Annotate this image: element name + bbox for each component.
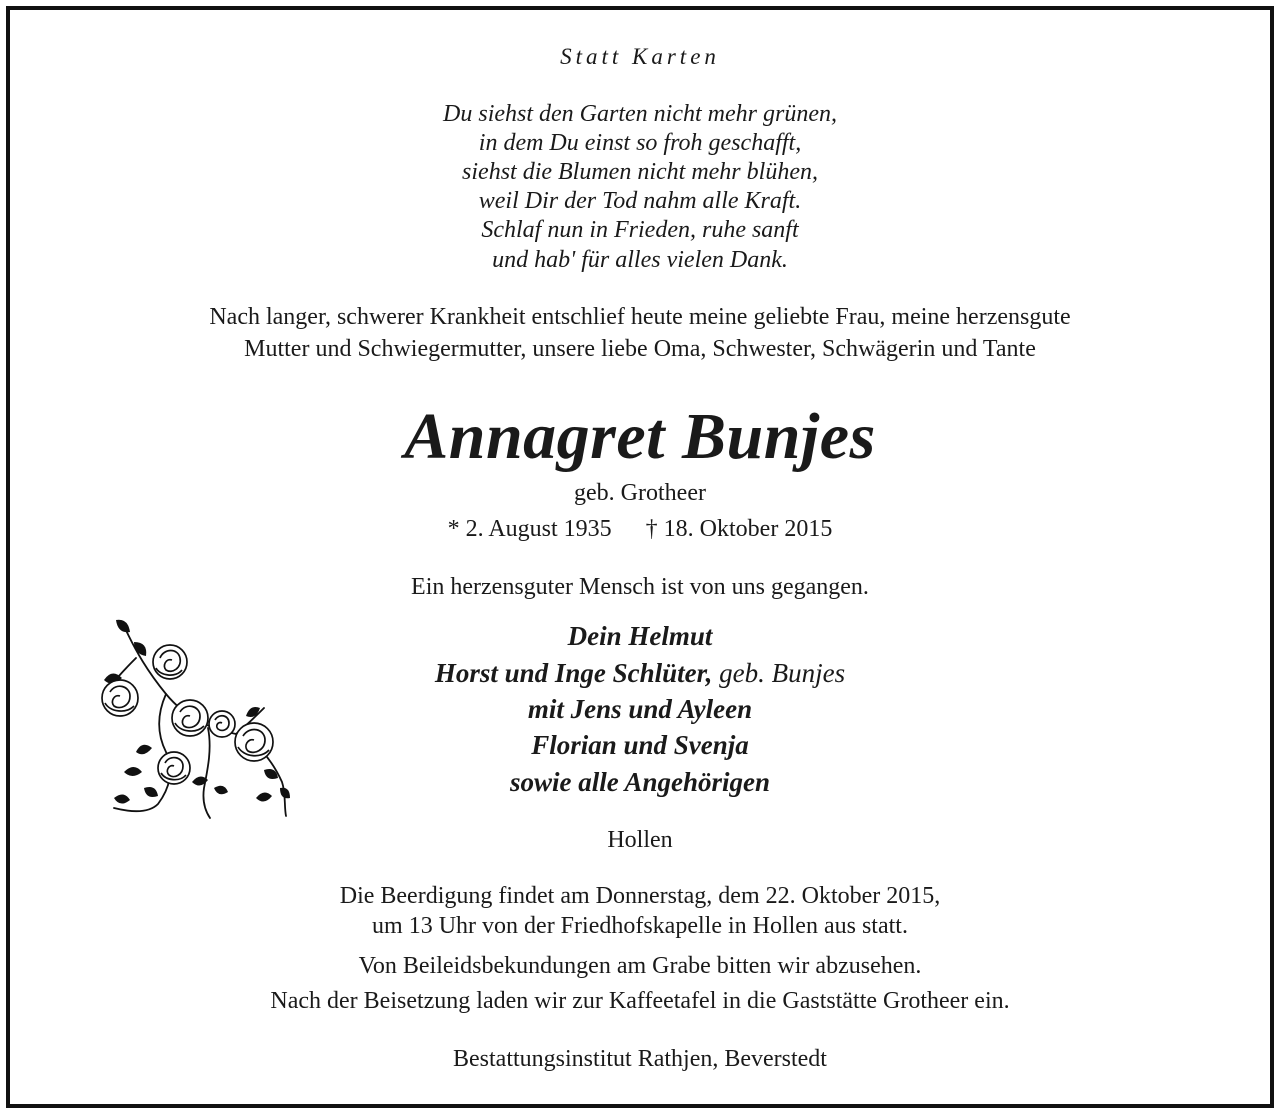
- poem-line-6: und hab' für alles vielen Dank.: [492, 247, 788, 273]
- mourner-maiden-name: geb. Bunjes: [719, 658, 846, 688]
- deceased-name: Annagret Bunjes: [404, 400, 876, 473]
- intro-line-2: Mutter und Schwiegermutter, unsere liebe Oma, Schwester, Schwägerin und Tante: [244, 336, 1036, 362]
- life-dates: [0, 513, 1280, 545]
- poem-line-5: Schlaf nun in Frieden, ruhe sanft: [481, 217, 799, 243]
- poem-line-2: in dem Du einst so froh geschafft,: [478, 130, 802, 156]
- poem-line-1: Du siehst den Garten nicht mehr grünen,: [443, 101, 837, 127]
- birth-date: * 2. August 1935: [447, 516, 612, 542]
- mourner-line-3: mit Jens und Ayleen: [527, 694, 753, 724]
- notice-header: Statt Karten: [560, 44, 720, 69]
- mourner-line-5: sowie alle Angehörigen: [509, 767, 771, 797]
- poem-line-4: weil Dir der Tod nahm alle Kraft.: [478, 188, 802, 214]
- rose-branch-icon: [96, 612, 300, 822]
- mourner-names: Horst und Inge Schlüter,: [434, 658, 713, 688]
- poem-line-3: siehst die Blumen nicht mehr blühen,: [462, 159, 818, 185]
- note-line-2: Nach der Beisetzung laden wir zur Kaffeetafel in die Gaststätte Grotheer ein.: [270, 988, 1010, 1014]
- place-line: Hollen: [607, 827, 673, 853]
- funeral-line-1: Die Beerdigung findet am Donnerstag, dem 22. Oktober 2015,: [339, 883, 941, 909]
- mourner-line-4: Florian und Svenja: [531, 730, 749, 760]
- undertaker-line: Bestattungsinstitut Rathjen, Beverstedt: [453, 1046, 827, 1072]
- tribute-line: Ein herzensguter Mensch ist von uns gegangen.: [411, 574, 869, 600]
- funeral-line-2: um 13 Uhr von der Friedhofskapelle in Hollen aus statt.: [372, 913, 908, 939]
- maiden-name: geb. Grotheer: [574, 480, 706, 506]
- death-date: † 18. Oktober 2015: [645, 516, 833, 542]
- intro-line-1: Nach langer, schwerer Krankheit entschlief heute meine geliebte Frau, meine herzensgute: [209, 304, 1071, 330]
- mourner-line-1: Dein Helmut: [567, 621, 713, 651]
- note-line-1: Von Beileidsbekundungen am Grabe bitten wir abzusehen.: [358, 953, 922, 979]
